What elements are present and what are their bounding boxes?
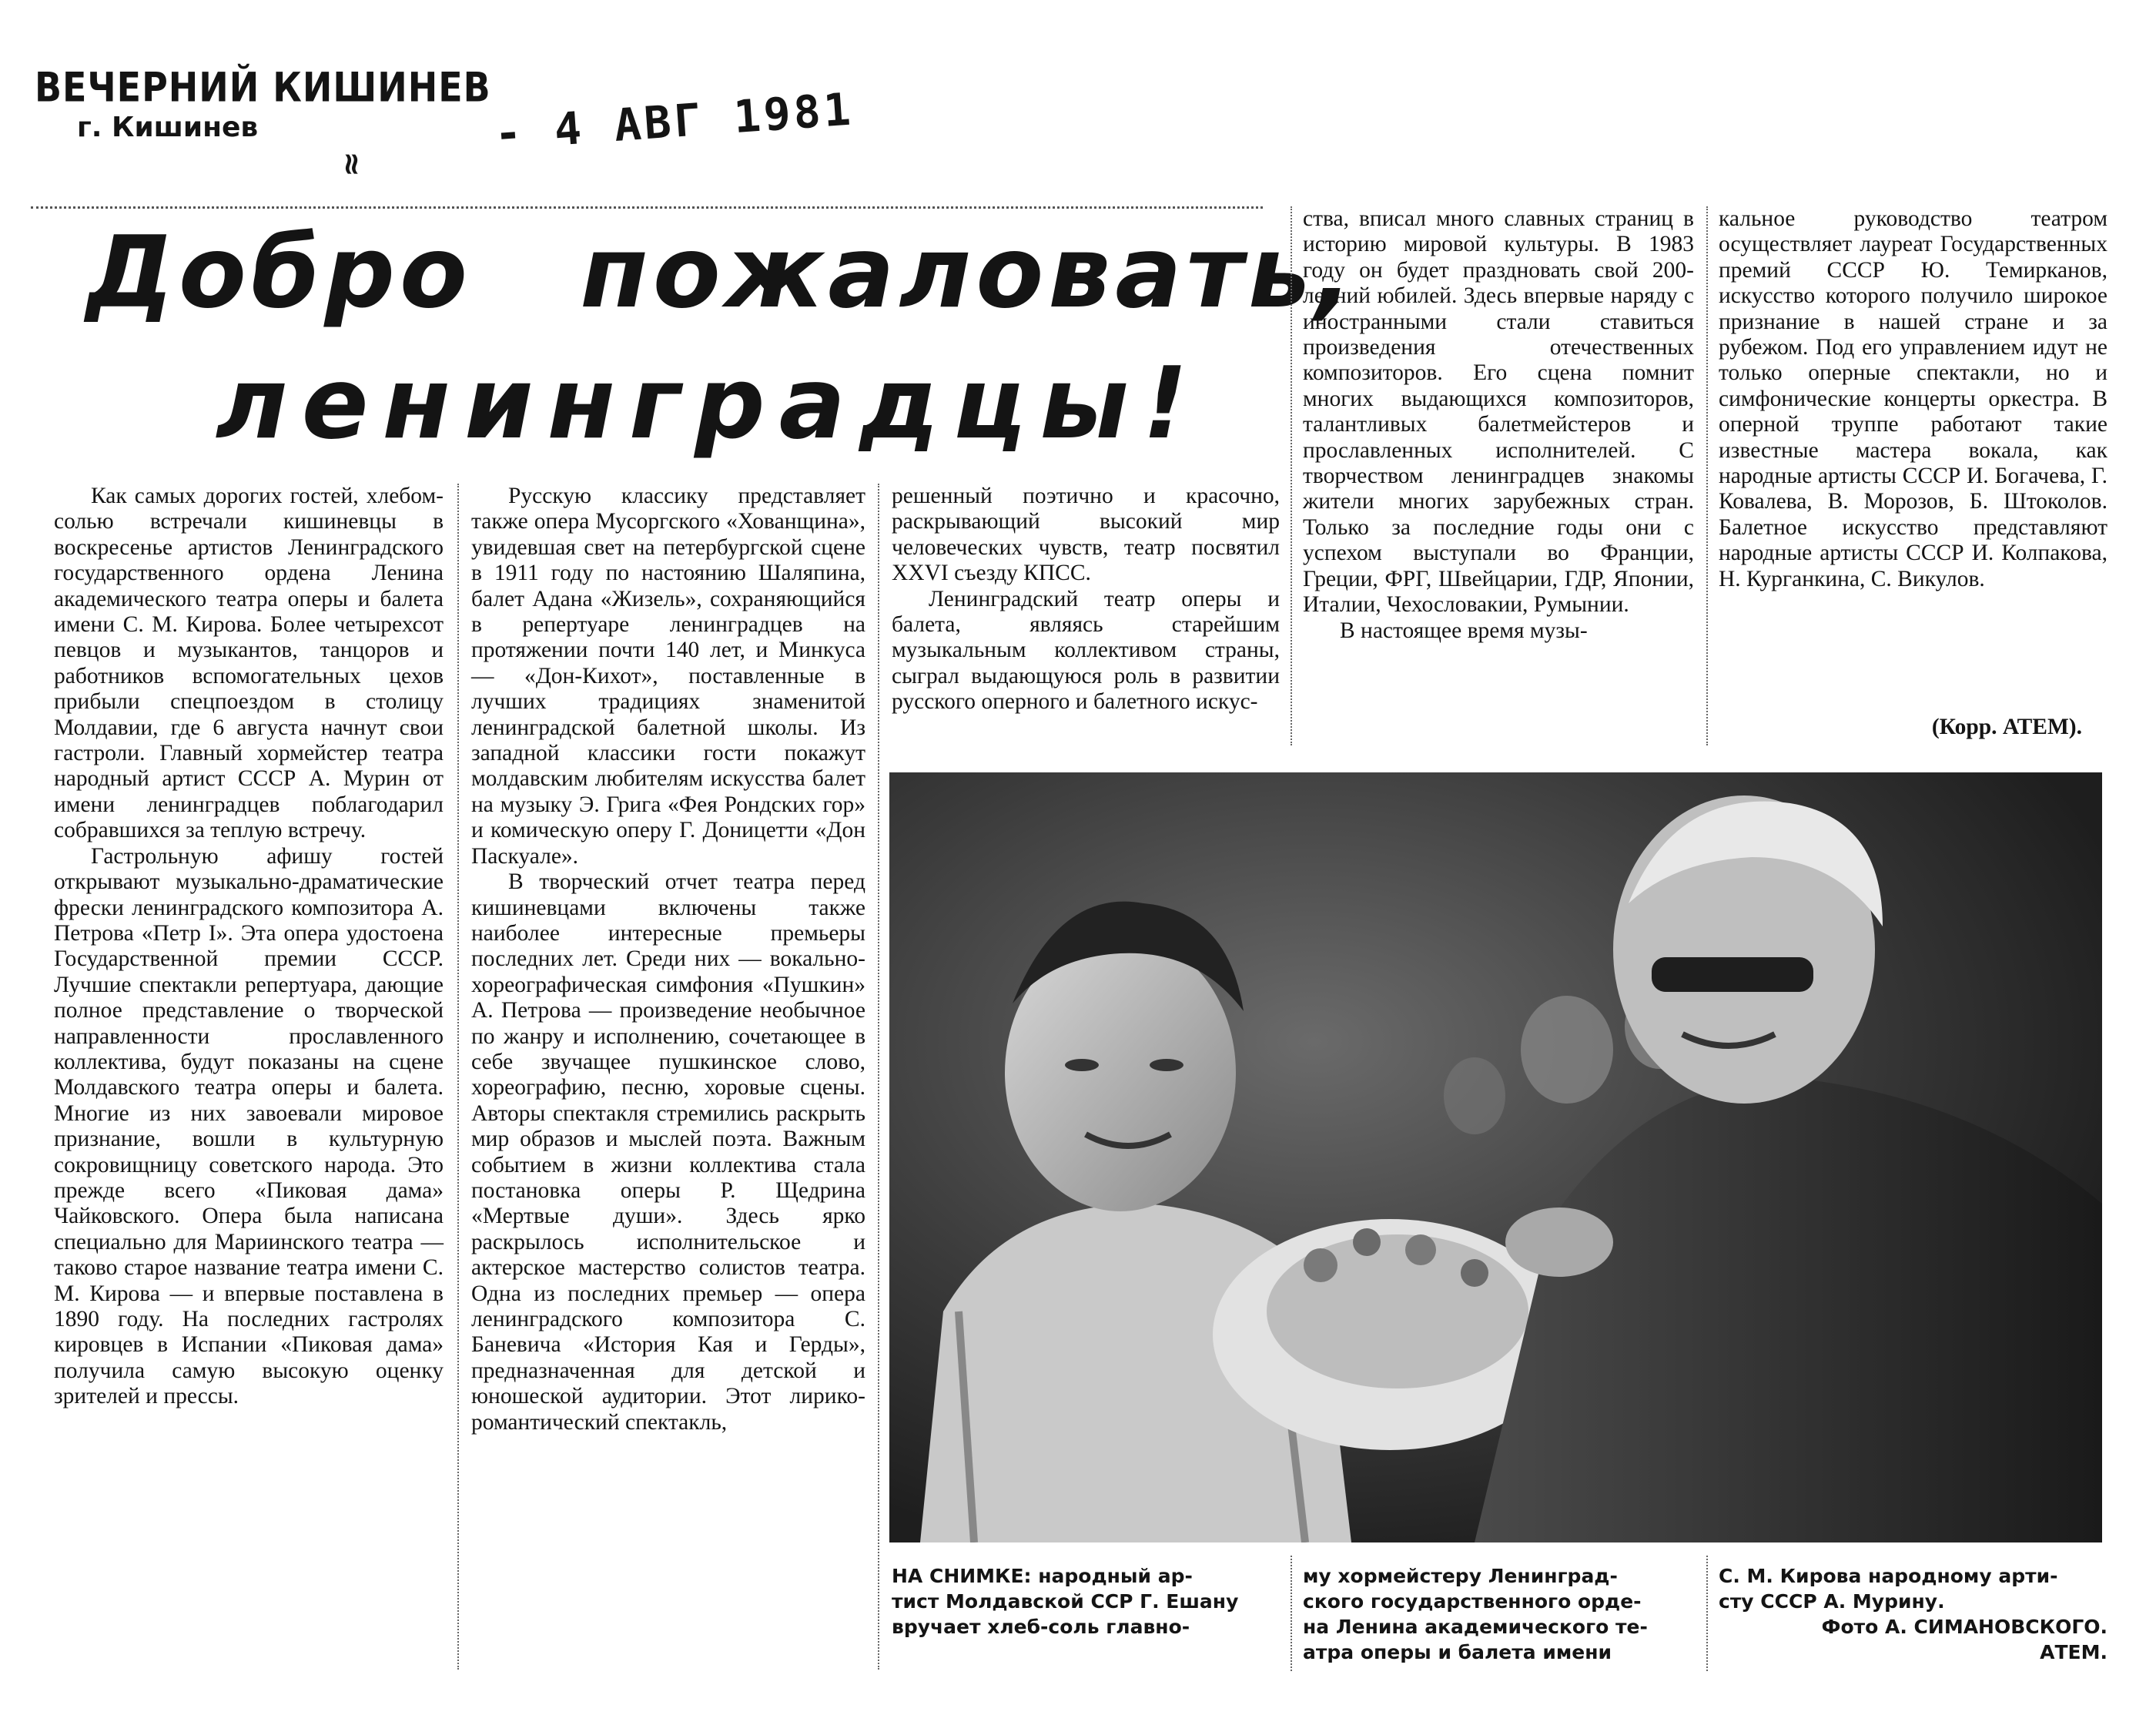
column-rule-4 bbox=[1706, 206, 1708, 745]
caption-rule-2 bbox=[1706, 1556, 1708, 1671]
headline-line-1: Добро пожаловать, bbox=[86, 216, 1358, 330]
headline-line-2: ленинградцы! bbox=[216, 347, 1202, 461]
caption-line: вручает хлеб-соль главно- bbox=[892, 1616, 1190, 1638]
caption-line: тист Молдавской ССР Г. Ешану bbox=[892, 1590, 1239, 1613]
news-photo bbox=[889, 772, 2102, 1542]
column-rule-1 bbox=[457, 484, 459, 1670]
paragraph: решенный поэтично и красочно, раскрывающий высокий мир человеческих чувств, театр посвятил XXVI съезду КПСС. bbox=[892, 484, 1280, 586]
photo-caption-part-1 bbox=[892, 1563, 1277, 1640]
article-column-4 bbox=[1303, 206, 1694, 644]
stamp-mark: ≈ bbox=[333, 151, 370, 177]
caption-rule-1 bbox=[1291, 1556, 1292, 1671]
caption-line: С. М. Кирова народному арти- bbox=[1719, 1565, 2058, 1587]
paragraph: Как самых дорогих гостей, хлебом-солью встречали кишиневцы в воскресенье артистов Ленинградского государственного ордена Ленина академического театра оперы и балета имени С. М. Кирова. Более четырехсот певцов и музыкантов, танцоров и работников вспомогательных цехов прибыли спецпоездом в столицу Молдавии, где 6 августа начнут свои гастроли. Главный хормейстер театра народный артист СССР А. Мурин от имени ленинградцев поблагодарил собравшихся за теплую встречу. bbox=[54, 484, 444, 843]
newspaper-stamp-name: ВЕЧЕРНИЙ КИШИНЕВ bbox=[35, 63, 491, 112]
paragraph: Русскую классику представляет также опера Мусоргского «Хованщина», увидевшая свет на петербургской сцене в 1911 году по настоянию Шаляпина, балет Адана «Жизель», сохраняющийся в репертуаре ленинградцев на протяжении почти 140 лет, и Минкуса — «Дон-Кихот», поставленные в лучших традициях знаменитой ленинградской балетной школы. Из западной классики гости покажут молдавским любителям искусства балет на музыку Э. Грига «Фея Рондских гор» и комическую оперу Г. Доницетти «Дон Паскуале». bbox=[471, 484, 865, 869]
caption-line: НА СНИМКЕ: народный ар- bbox=[892, 1565, 1193, 1587]
date-stamp: - 4 АВГ 1981 bbox=[493, 82, 855, 160]
article-column-3 bbox=[892, 484, 1280, 715]
byline: (Корр. АТЕМ). bbox=[1931, 715, 2082, 739]
photo-caption-part-2 bbox=[1303, 1563, 1694, 1665]
photo-credit: Фото А. СИМАНОВСКОГО. bbox=[1821, 1616, 2107, 1638]
photo-caption-part-3 bbox=[1719, 1563, 2107, 1665]
paragraph: В настоящее время музы- bbox=[1340, 618, 1588, 643]
article-column-1 bbox=[54, 484, 444, 1410]
caption-line: сту СССР А. Мурину. bbox=[1719, 1590, 1945, 1613]
agency-credit: АТЕМ. bbox=[2040, 1641, 2107, 1663]
caption-line: атра оперы и балета имени bbox=[1303, 1641, 1612, 1663]
paragraph: Гастрольную афишу гостей открывают музыкально-драматические фрески ленинградского композитора А. Петрова «Петр I». Эта опера удостоена Государственной премии СССР. Лучшие спектакли репертуара, дающие полное представление о творческой направленности прославленного коллектива, будут показаны на сцене Молдавского театра оперы и балета. Многие из них завоевали мировое признание, вошли в культурную сокровищницу советского народа. Это прежде всего «Пиковая дама» Чайковского. Опера была написана специально для Мариинского театра — таково старое название театра имени С. М. Кирова — и впервые поставлена в 1890 году. На последних гастролях кировцев в Испании «Пиковая дама» получила самую высокую оценку зрителей и прессы. bbox=[54, 843, 444, 1409]
paragraph: кальное руководство театром осуществляет лауреат Государственных премий СССР Ю. Темирканов, искусство которого получило широкое признание в нашей стране и за рубежом. Под его управлением идут не только оперные спектакли, но и симфонические концерты оркестра. В оперной труппе работают такие известные мастера вокала, как народные артисты СССР И. Богачева, Г. Ковалева, В. Морозов, Б. Штоколов. Балетное искусство представляют народные артисты СССР И. Колпакова, Н. Курганкина, С. Викулов. bbox=[1719, 206, 2107, 591]
paragraph: В творческий отчет театра перед кишиневцами включены также наиболее интересные премьеры последних лет. Среди них — вокально-хореографическая симфония «Пушкин» А. Петрова — произведение необычное по жанру и исполнению, сочетающее в себе звучащее пушкинское слово, хореографию, песню, хоровые сцены. Авторы спектакля стремились раскрыть мир образов и мыслей поэта. Важным событием в жизни коллектива стала постановка оперы Р. Щедрина «Мертвые души». Здесь ярко раскрылось исполнительское и актерское мастерство солистов театра. Одна из последних премьер — опера ленинградского композитора С. Баневича «История Кая и Герды», предназначенная для детской и юношеской аудитории. Этот лирико-романтический спектакль, bbox=[471, 869, 865, 1435]
header-divider bbox=[31, 206, 1263, 209]
paragraph: ства, вписал много славных страниц в историю мировой культуры. В 1983 году он будет праздновать свой 200-летний юбилей. Здесь впервые наряду с иностранными стали ставиться произведения отечественных композиторов. Его сцена помнит многих выдающихся композиторов, талантливых балетмейстеров и прославленных исполнителей. С творчеством ленинградцев знакомы жители многих зарубежных стран. Только за последние годы они с успехом выступали во Франции, Греции, ФРГ, Швейцарии, ГДР, Японии, Италии, Чехословакии, Румынии. bbox=[1303, 206, 1694, 618]
article-column-2 bbox=[471, 484, 865, 1435]
newspaper-stamp-city: г. Кишинев bbox=[77, 112, 259, 143]
paragraph: Ленинградский театр оперы и балета, являясь старейшим музыкальным коллективом страны, сыграл выдающуюся роль в развитии русского оперного и балетного искус- bbox=[892, 586, 1280, 715]
caption-line: му хормейстеру Ленинград- bbox=[1303, 1565, 1618, 1587]
article-column-5 bbox=[1719, 206, 2107, 592]
caption-line: ского государственного орде- bbox=[1303, 1590, 1642, 1613]
column-rule-2 bbox=[878, 484, 879, 1670]
caption-line: на Ленина академического те- bbox=[1303, 1616, 1648, 1638]
column-rule-3 bbox=[1291, 206, 1292, 745]
